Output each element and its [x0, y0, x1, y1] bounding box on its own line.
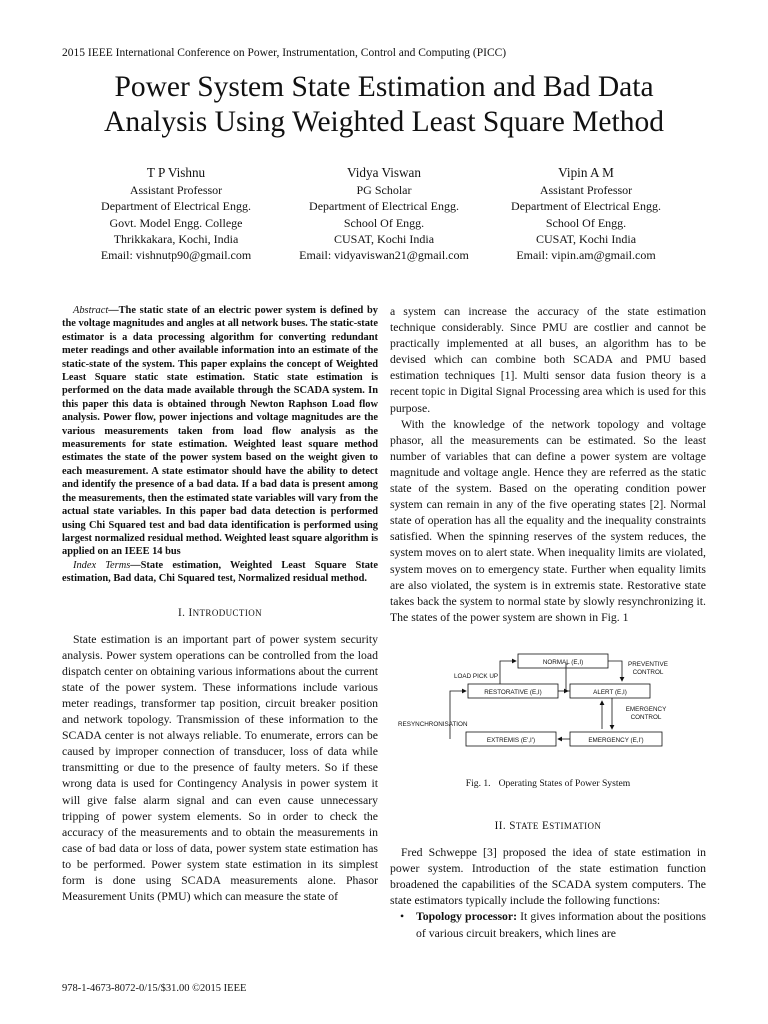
- index-terms: [62, 559, 378, 586]
- state-normal: NORMAL (E,I): [542, 658, 584, 666]
- arrow-extremis-to-restorative: [450, 691, 466, 739]
- state-restorative: RESTORATIVE (E,I): [484, 688, 542, 696]
- section-number: II.: [494, 819, 507, 832]
- author-block-3: [471, 163, 701, 263]
- bullet-dot: •: [400, 910, 405, 924]
- section-number: I.: [177, 606, 186, 619]
- figure-caption-text: Operating States of Power System: [498, 777, 631, 789]
- section-heading-introduction: [62, 605, 378, 621]
- author-name: Vidya Viswan: [347, 165, 421, 180]
- bullet-topology-processor: [390, 909, 706, 941]
- section-rest: TATE: [515, 820, 539, 831]
- arrow-restorative-to-normal: [500, 661, 516, 684]
- author-institution: Govt. Model Engg. College: [109, 215, 243, 230]
- label-load-pick-up: LOAD PICK UP: [454, 672, 499, 680]
- state-extremis: EXTREMIS (E',I'): [486, 736, 536, 744]
- label-preventive-2: CONTROL: [632, 668, 664, 676]
- author-institution: School Of Engg.: [343, 215, 425, 230]
- state-emergency: EMERGENCY (E,I'): [588, 736, 644, 744]
- title-line-2: Analysis Using Weighted Least Square Method: [104, 106, 664, 138]
- section-initial: I: [188, 606, 193, 619]
- abstract: [62, 304, 378, 559]
- bullet-term: Topology processor:: [416, 910, 518, 924]
- author-block-1: [61, 163, 291, 263]
- author-location: Thrikkakara, Kochi, India: [113, 231, 239, 246]
- author-block-2: [269, 163, 499, 263]
- section-initial-2: E: [542, 819, 550, 832]
- author-position: Assistant Professor: [539, 183, 633, 197]
- abstract-text: —The static state of an electric power system is defined by the voltage magnitudes and angles at all network buses. The static-state estimator is a data processing algorithm for converting redundant meter readings and other available information into an estimate of the static-state of the system. This paper explains the concept of Weighted Least Square static state estimation. Static state estimation is performed on the data made available through the SCADA system. In this paper this data is obtained through Newton Raphson Load flow analysis. Power flow, power injections and voltage magnitudes are the various measurements taken from load flow analysis as the measurements for state estimation. Weighted least square method estimates the state of the power system based on the weight given to each measurement. A state estimator should have the ability to detect and identify the presence of a bad data. If a bad data is present among the measurements, then the estimated state variables will vary from the actual state variables. In this paper bad data detection is performed using Chi Squared test and bad data identification is performed using largest normalized residual method. Weighted least square algorithm is applied on an IEEE 14 bus: [62, 305, 378, 558]
- author-position: Assistant Professor: [129, 183, 223, 197]
- author-department: Department of Electrical Engg.: [101, 199, 251, 214]
- author-email[interactable]: Email: vishnutp90@gmail.com: [100, 248, 252, 263]
- figure-operating-states: [390, 650, 706, 760]
- state-diagram: [390, 650, 706, 760]
- title-line-1: Power System State Estimation and Bad Data: [114, 71, 654, 103]
- section-heading-state-estimation: [390, 818, 706, 834]
- author-institution: School Of Engg.: [545, 215, 627, 230]
- label-emergency-control-2: CONTROL: [630, 713, 662, 721]
- author-email[interactable]: Email: vipin.am@gmail.com: [516, 248, 656, 263]
- right-column: [390, 304, 706, 942]
- right-paragraph-2: With the knowledge of the network topology and voltage phasor, all the measurements can be estimated. So the least number of variables that can define a power system are voltage magnitude and voltage angle. Hence they are referred as the static state of the system. Based on the operating condition power system can remain in any of the five operating states [2]. Normal state of operation has all the equality and the inequality constraints satisfied. When the spinning reserves of the system reduces, the system moves on to alert state. When inequality limits are violated, system moves on to emergency state. Further when equality limits are also violated, the system is in extremis state. Restorative state takes back the system to normal state by slowly resynchronizing it. The states of the power system are shown in Fig. 1: [390, 417, 706, 624]
- arrow-normal-to-alert: [608, 661, 622, 681]
- state-estimation-paragraph: Fred Schweppe [3] proposed the idea of state estimation in power system. Introduction of the state estimation function broadened the capabilities of the SCADA system computers. The state estimators typically include the following functions:: [390, 846, 706, 908]
- index-terms-label: Index Terms: [73, 559, 131, 571]
- label-emergency-control-1: EMERGENCY: [625, 705, 667, 713]
- conference-header: 2015 IEEE International Conference on Power, Instrumentation, Control and Computing (PICC): [62, 47, 507, 59]
- copyright-footer: 978-1-4673-8072-0/15/$31.00 ©2015 IEEE: [62, 983, 247, 994]
- section-rest-2: STIMATION: [549, 820, 602, 831]
- bullet-text: It gives information about the positions of various circuit breakers, which lines are: [416, 910, 706, 940]
- state-alert: ALERT (E,I): [593, 688, 627, 696]
- author-position: PG Scholar: [356, 183, 412, 197]
- author-email[interactable]: Email: vidyaviswan21@gmail.com: [299, 248, 469, 263]
- left-column: [62, 304, 378, 905]
- label-preventive-1: PREVENTIVE: [628, 660, 668, 668]
- author-location: CUSAT, Kochi India: [535, 231, 637, 246]
- author-department: Department of Electrical Engg.: [309, 199, 459, 214]
- section-rest: NTRODUCTION: [192, 607, 263, 618]
- right-paragraph-1: a system can increase the accuracy of the state estimation technique considerably. Since PMU are costlier and cannot be practically implemented at all buses, an algorithm has to be devised which can combine both SCADA and PMU based estimation techniques [1]. Multi sensor data fusion theory is a recent topic in Digital Signal Processing area which is used for this purpose.: [390, 305, 706, 415]
- label-resynchronisation: RESYNCHRONISATION: [398, 720, 468, 728]
- author-name: Vipin A M: [558, 165, 614, 180]
- figure-caption-label: Fig. 1.: [465, 777, 491, 789]
- index-terms-text: —State estimation, Weighted Least Square State estimation, Bad data, Chi Squared test, Normalized residual method.: [62, 559, 378, 585]
- paper-title: [40, 70, 728, 140]
- figure-caption: [390, 776, 706, 792]
- section-initial: S: [509, 819, 516, 832]
- author-name: T P Vishnu: [146, 165, 206, 180]
- author-department: Department of Electrical Engg.: [511, 199, 661, 214]
- abstract-label: Abstract: [73, 305, 109, 316]
- intro-paragraph: State estimation is an important part of power system security analysis. Power system operations can be controlled from the load dispatch center on obtaining various informations about the current state of the power system. These informations include various meter readings, transformer tap position, circuit breaker position and network topology. Transmission of these information to the SCADA center is not always reliable. To enumerate, errors can be caused by improper connection of transducer, loss of data while transmitting or due to the presence of faulty meters. So if these wrong data is used for Contingency Analysis in power system it will give false alarm signal and can even cause unnecessary tripping of power system elements. So in order to check the accuracy of the measurements and to obtain the measurements in case of bad data or loss of data, power system state estimation has to be performed. Power system state estimation in its simplest form is done using SCADA measurements alone. Phasor Measurement Units (PMU) which can measure the state of: [62, 632, 378, 904]
- author-location: CUSAT, Kochi India: [333, 231, 435, 246]
